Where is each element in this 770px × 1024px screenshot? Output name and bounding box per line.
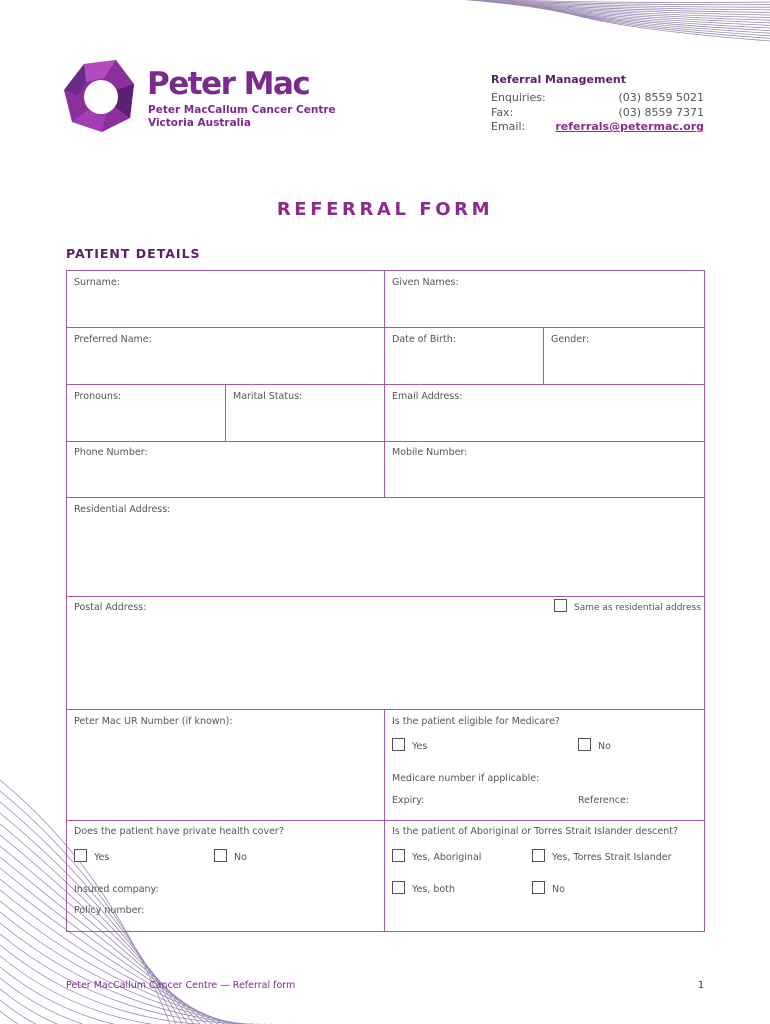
yes-aboriginal-label: Yes, Aboriginal: [412, 852, 482, 863]
footer-text: Peter MacCallum Cancer Centre — Referral form: [66, 980, 296, 991]
preferred-name-label: Preferred Name:: [74, 334, 152, 345]
email-row: [491, 120, 704, 135]
peter-mac-logo-icon: [64, 60, 136, 132]
yes-torres-checkbox[interactable]: [532, 849, 545, 862]
date-of-birth-label: Date of Birth:: [392, 334, 456, 345]
medicare-no-checkbox[interactable]: [578, 738, 591, 751]
same-as-residential-checkbox[interactable]: [554, 599, 567, 612]
logo-subtitle-1: Peter MacCallum Cancer Centre: [148, 104, 336, 116]
email-address-label: Email Address:: [392, 391, 463, 402]
marital-status-label: Marital Status:: [233, 391, 303, 402]
aboriginal-question-label: Is the patient of Aboriginal or Torres Strait Islander descent?: [392, 826, 679, 837]
enquiries-label: Enquiries:: [491, 91, 546, 104]
private-yes-checkbox[interactable]: [74, 849, 87, 862]
logo-title: Peter Mac: [147, 66, 310, 102]
private-cover-question-label: Does the patient have private health cover?: [74, 826, 284, 837]
ur-number-label: Peter Mac UR Number (if known):: [74, 716, 233, 727]
same-as-residential-label: Same as residential address: [574, 603, 701, 613]
private-yes-label: Yes: [94, 852, 110, 863]
enquiries-row: [491, 91, 704, 106]
form-title: REFERRAL FORM: [276, 199, 494, 220]
fax-label: Fax:: [491, 106, 514, 119]
atsi-no-label: No: [552, 884, 565, 895]
enquiries-value: (03) 8559 5021: [618, 91, 704, 104]
medicare-question-label: Is the patient eligible for Medicare?: [392, 716, 560, 727]
pronouns-label: Pronouns:: [74, 391, 122, 402]
yes-both-label: Yes, both: [412, 884, 455, 895]
email-label: Email:: [491, 120, 526, 133]
private-no-label: No: [234, 852, 247, 863]
medicare-yes-checkbox[interactable]: [392, 738, 405, 751]
phone-number-label: Phone Number:: [74, 447, 148, 458]
given-names-label: Given Names:: [392, 277, 459, 288]
fax-row: [491, 106, 704, 121]
policy-number-label: Policy number:: [74, 905, 145, 916]
yes-aboriginal-checkbox[interactable]: [392, 849, 405, 862]
atsi-no-checkbox[interactable]: [532, 881, 545, 894]
expiry-label: Expiry:: [392, 795, 425, 806]
medicare-yes-label: Yes: [412, 741, 428, 752]
reference-label: Reference:: [578, 795, 630, 806]
surname-label: Surname:: [74, 277, 120, 288]
logo-subtitle-2: Victoria Australia: [148, 117, 251, 129]
medicare-no-label: No: [598, 741, 611, 752]
yes-both-checkbox[interactable]: [392, 881, 405, 894]
mobile-number-label: Mobile Number:: [392, 447, 468, 458]
email-link[interactable]: referrals@petermac.org: [555, 120, 704, 133]
yes-torres-label: Yes, Torres Strait Islander: [552, 852, 672, 863]
fax-value: (03) 8559 7371: [618, 106, 704, 119]
postal-address-label: Postal Address:: [74, 602, 147, 613]
insured-company-label: Insured company:: [74, 884, 159, 895]
page-number: 1: [697, 980, 704, 991]
section-title: PATIENT DETAILS: [66, 246, 201, 261]
gender-label: Gender:: [551, 334, 590, 345]
residential-address-label: Residential Address:: [74, 504, 171, 515]
private-no-checkbox[interactable]: [214, 849, 227, 862]
contact-heading: Referral Management: [491, 73, 627, 86]
medicare-number-label: Medicare number if applicable:: [392, 773, 540, 784]
